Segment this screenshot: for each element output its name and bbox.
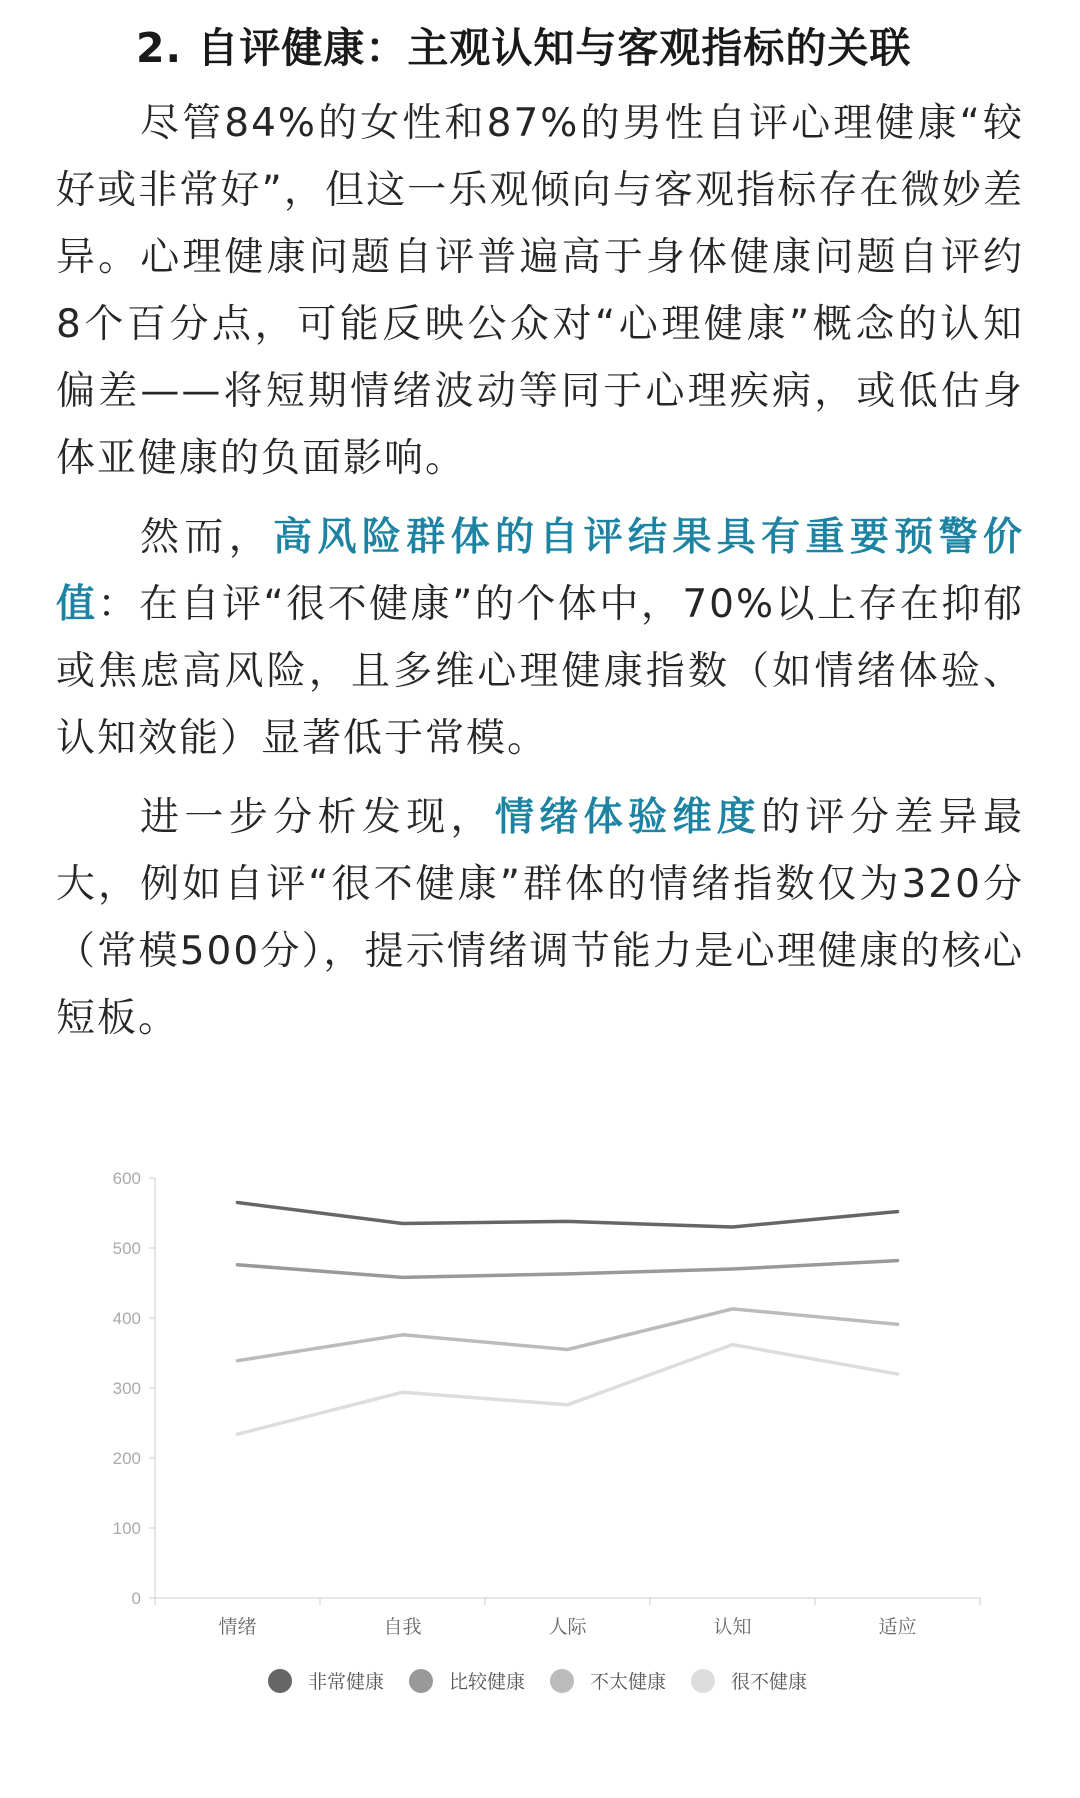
paragraph-2-rest: ：在自评“很不健康”的个体中，70%以上存在抑郁或焦虑高风险，且多维心理健康指数（如情绪体验、认知效能）显著低于常模。: [56, 582, 1024, 761]
line-chart: [0, 1150, 1080, 1770]
article: [56, 18, 1024, 1064]
section-title: 2. 自评健康：主观认知与客观指标的关联: [136, 24, 912, 72]
paragraph-3-rest: 的评分差异最大，例如自评“很不健康”群体的情绪指数仅为320分（常模500分），提示情绪调节能力是心理健康的核心短板。: [56, 795, 1024, 1041]
y-tick-label: 500: [112, 1239, 141, 1258]
y-tick-label: 400: [112, 1309, 141, 1328]
x-tick-label: 自我: [383, 1617, 422, 1638]
legend-label-1: 非常健康: [308, 1672, 385, 1693]
paragraph-2: [56, 504, 1024, 772]
paragraph-2-lead: 然而，: [140, 515, 274, 560]
paragraph-2-highlight: 高风险群体的自评结果具有重要预警价值: [56, 515, 1024, 627]
x-tick-label: 认知: [713, 1617, 752, 1638]
paragraph-3-lead: 进一步分析发现，: [140, 795, 495, 840]
legend-marker-2: [409, 1669, 433, 1693]
paragraph-3-highlight: 情绪体验维度: [494, 795, 762, 840]
line-chart-svg: [0, 1150, 1080, 1770]
series-line-1: [238, 1203, 898, 1228]
y-tick-label: 100: [112, 1519, 141, 1538]
y-tick-label: 600: [112, 1169, 141, 1188]
series-line-4: [238, 1345, 898, 1435]
paragraph-3: [56, 784, 1024, 1052]
legend-label-3: 不太健康: [590, 1672, 667, 1693]
legend-marker-3: [550, 1669, 574, 1693]
y-tick-label: 0: [131, 1589, 141, 1608]
x-tick-label: 人际: [548, 1617, 587, 1638]
legend-label-4: 很不健康: [731, 1672, 808, 1693]
x-tick-label: 情绪: [218, 1617, 257, 1638]
legend-label-2: 比较健康: [449, 1672, 526, 1693]
series-line-3: [238, 1309, 898, 1361]
series-line-2: [238, 1261, 898, 1278]
paragraph-1: 尽管84%的女性和87%的男性自评心理健康“较好或非常好”，但这一乐观倾向与客观指标存在微妙差异。心理健康问题自评普遍高于身体健康问题自评约8个百分点，可能反映公众对“心理健康”概念的认知偏差——将短期情绪波动等同于心理疾病，或低估身体亚健康的负面影响。: [56, 101, 1024, 481]
x-tick-label: 适应: [878, 1617, 917, 1638]
y-tick-label: 200: [112, 1449, 141, 1468]
legend-marker-1: [268, 1669, 292, 1693]
y-tick-label: 300: [112, 1379, 141, 1398]
legend-marker-4: [691, 1669, 715, 1693]
